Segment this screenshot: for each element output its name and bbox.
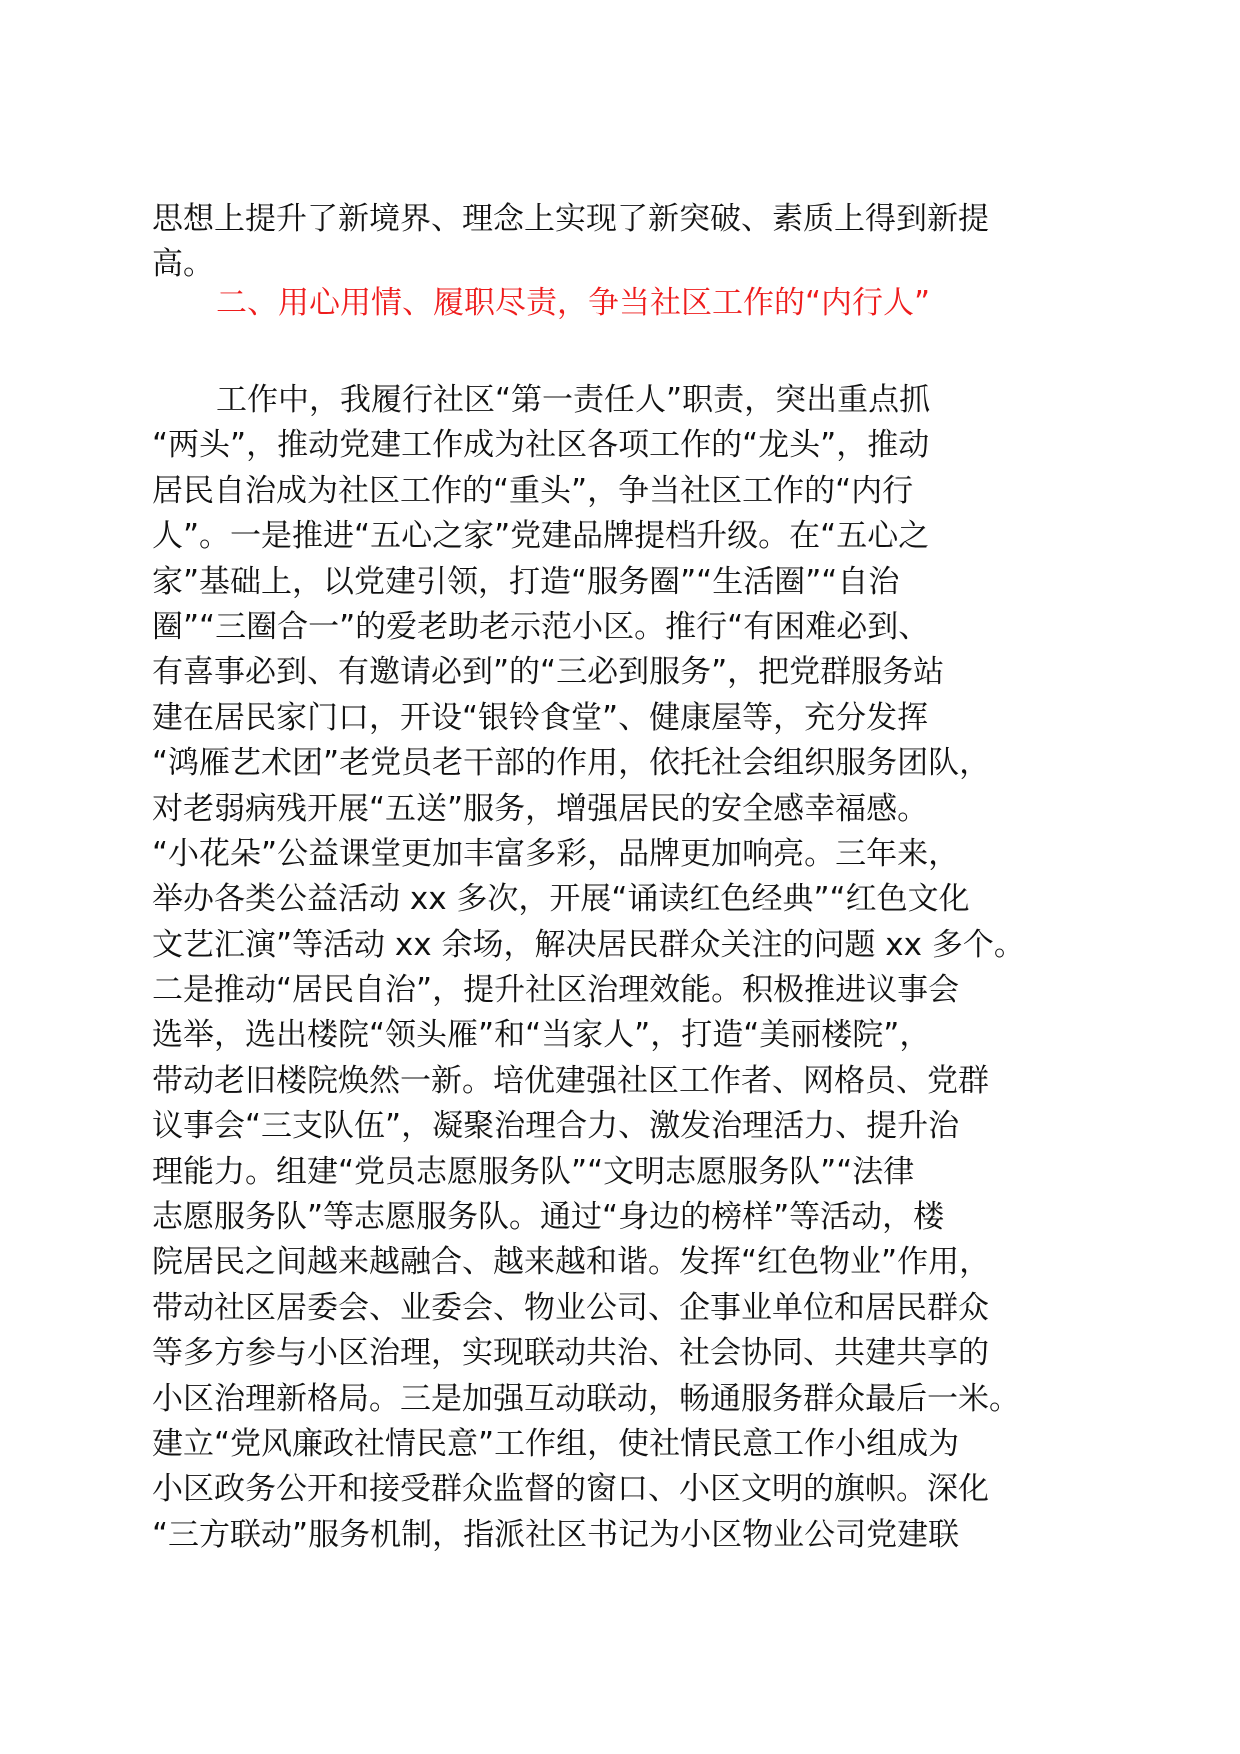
body-paragraph [152, 378, 1092, 1558]
body-line: 圈”“三圈合一”的爱老助老示范小区。推行“有困难必到、 [152, 608, 930, 645]
body-line: 工作中，我履行社区“第一责任人”职责，突出重点抓 [216, 382, 931, 418]
body-line: “小花朵”公益课堂更加丰富多彩，品牌更加响亮。三年来， [152, 835, 960, 872]
body-line: 二是推动“居民自治”，提升社区治理效能。积极推进议事会 [152, 972, 960, 1009]
body-line: “三方联动”服务机制，指派社区书记为小区物业公司党建联 [152, 1516, 960, 1553]
body-line: 对老弱病残开展“五送”服务，增强居民的安全感幸福感。 [152, 790, 929, 827]
body-line: 志愿服务队”等志愿服务队。通过“身边的榜样”等活动，楼 [152, 1199, 945, 1236]
body-line: 有喜事必到、有邀请必到”的“三必到服务”，把党群服务站 [152, 654, 945, 691]
section-heading-text: 二、用心用情、履职尽责，争当社区工作的“内行人” [216, 285, 931, 321]
body-line: 理能力。组建“党员志愿服务队”“文明志愿服务队”“法律 [152, 1153, 915, 1190]
section-heading [152, 281, 1092, 326]
body-line: 家”基础上，以党建引领，打造“服务圈”“生活圈”“自治 [152, 563, 900, 600]
body-line: 选举，选出楼院“领头雁”和“当家人”，打造“美丽楼院”， [152, 1017, 931, 1054]
body-line: 文艺汇演”等活动 xx 余场，解决居民群众关注的问题 xx 多个。 [152, 926, 1025, 963]
body-line: 居民自治成为社区工作的“重头”，争当社区工作的“内行 [152, 472, 914, 509]
body-line: 举办各类公益活动 xx 多次，开展“诵读红色经典”“红色文化 [152, 881, 970, 918]
body-line: 小区治理新格局。三是加强互动联动，畅通服务群众最后一米。 [152, 1380, 1020, 1417]
intro-line: 思想上提升了新境界、理念上实现了新突破、素质上得到新提 [152, 201, 989, 237]
body-line: 小区政务公开和接受群众监督的窗口、小区文明的旗帜。深化 [152, 1471, 989, 1508]
intro-line: 高。 [152, 246, 214, 283]
body-line: 建立“党风廉政社情民意”工作组，使社情民意工作小组成为 [152, 1425, 960, 1462]
body-line: 带动社区居委会、业委会、物业公司、企事业单位和居民群众 [152, 1289, 989, 1326]
body-line: 带动老旧楼院焕然一新。培优建强社区工作者、网格员、党群 [152, 1062, 989, 1099]
body-line: 院居民之间越来越融合、越来越和谐。发挥“红色物业”作用， [152, 1244, 991, 1281]
intro-paragraph [152, 197, 1092, 288]
body-line: 建在居民家门口，开设“银铃食堂”、健康屋等，充分发挥 [152, 699, 929, 736]
body-line: 等多方参与小区治理，实现联动共治、社会协同、共建共享的 [152, 1335, 989, 1372]
body-line: 人”。一是推进“五心之家”党建品牌提档升级。在“五心之 [152, 518, 930, 555]
body-line: “两头”，推动党建工作成为社区各项工作的“龙头”，推动 [152, 427, 930, 464]
body-line: 议事会“三支队伍”，凝聚治理合力、激发治理活力、提升治 [152, 1108, 960, 1145]
body-line: “鸿雁艺术团”老党员老干部的作用，依托社会组织服务团队， [152, 745, 991, 782]
